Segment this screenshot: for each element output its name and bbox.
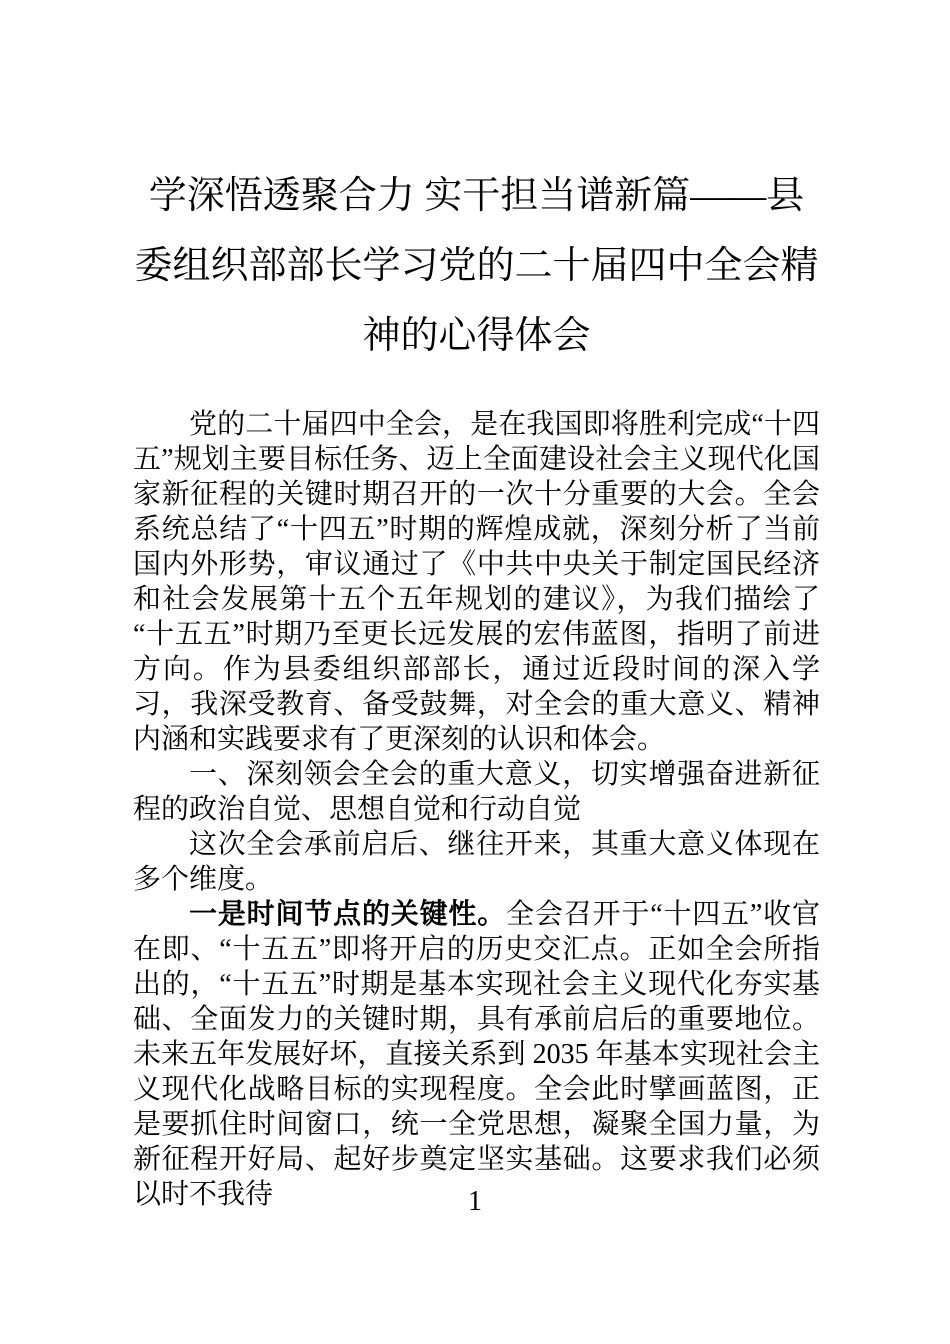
paragraph [133,757,820,827]
paragraph-run: 全会召开于“十四五”收官在即、“十五五”即将开启的历史交汇点。正如全会所指出的，“十五五”时期是基本实现社会主义现代化夯实基础、全面发力的关键时期，具有承前启后的重要地位。未来五年发展好坏，直接关系到 2035 年基本实现社会主义现代化战略目标的实现程度。全会此时擘画蓝图，正是要抓住时间窗口，统一全党思想，凝聚全国力量，为新征程开好局、起好步奠定坚实基础。这要求我们必须以时不我待 [133,899,820,1210]
page-footer [0,1186,950,1218]
paragraph-run: 这次全会承前启后、继往开来，其重大意义体现在多个维度。 [133,829,820,895]
document-title: 学深悟透聚合力 实干担当谱新篇——县委组织部部长学习党的二十届四中全会精神的心得体会 [134,175,819,357]
paragraph [133,897,820,1212]
page-number: 1 [468,1186,482,1217]
paragraph [133,407,820,757]
paragraph-run-bold: 一是时间节点的关键性。 [189,899,507,930]
paragraph-run: 一、深刻领会全会的重大意义，切实增强奋进新征程的政治自觉、思想自觉和行动自觉 [133,759,820,825]
paragraph-run: 党的二十届四中全会，是在我国即将胜利完成“十四五”规划主要目标任务、迈上全面建设社会主义现代化国家新征程的关键时期召开的一次十分重要的大会。全会系统总结了“十四五”时期的辉煌成就，深刻分析了当前国内外形势，审议通过了《中共中央关于制定国民经济和社会发展第十五个五年规划的建议》，为我们描绘了“十五五”时期乃至更长远发展的宏伟蓝图，指明了前进方向。作为县委组织部部长，通过近段时间的深入学习，我深受教育、备受鼓舞，对全会的重大意义、精神内涵和实践要求有了更深刻的认识和体会。 [133,409,820,755]
document-body [133,407,820,1212]
document-content [133,0,820,1212]
paragraph [133,827,820,897]
